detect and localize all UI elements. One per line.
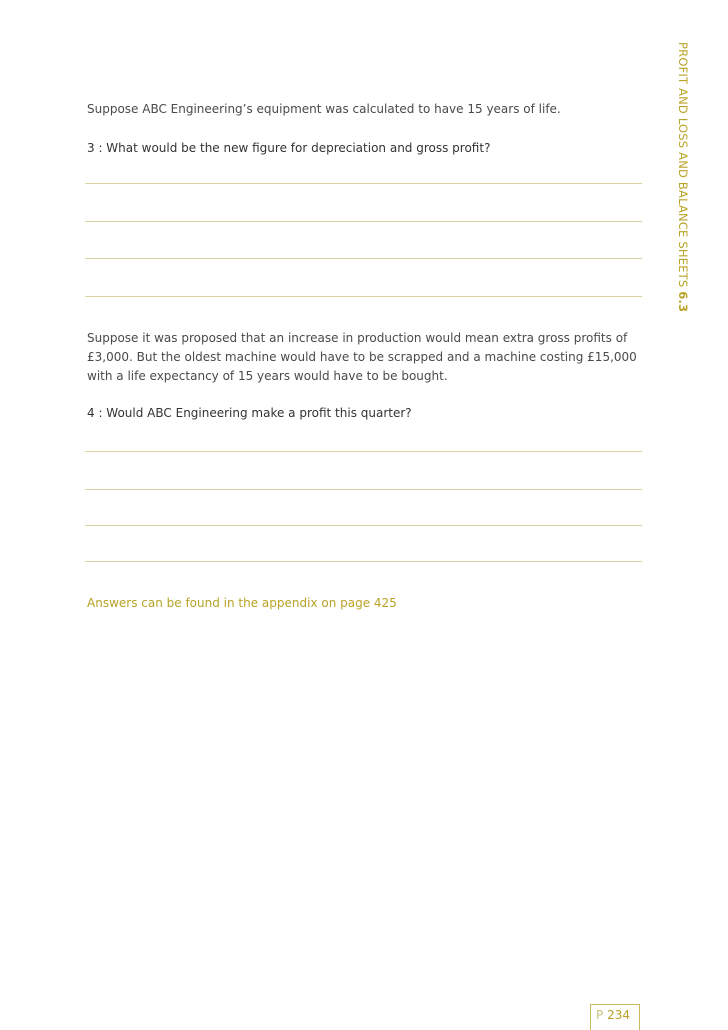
answer-line[interactable] [85, 258, 642, 259]
answer-line[interactable] [85, 451, 642, 452]
answer-line[interactable] [85, 525, 642, 526]
answer-line[interactable] [85, 489, 642, 490]
section-header [676, 42, 690, 322]
answers-note: Answers can be found in the appendix on page 425 [87, 596, 397, 610]
answer-line[interactable] [85, 221, 642, 222]
section-number: 6.3 [676, 291, 690, 313]
section-title: PROFIT AND LOSS AND BALANCE SHEETS [676, 42, 690, 288]
answer-line[interactable] [85, 183, 642, 184]
section-header-text [676, 42, 690, 312]
question-3: 3 : What would be the new figure for depreciation and gross profit? [87, 141, 491, 155]
page-number [596, 1008, 630, 1022]
question-3-intro: Suppose ABC Engineering’s equipment was calculated to have 15 years of life. [87, 102, 561, 116]
answer-line[interactable] [85, 561, 642, 562]
page-prefix: P [596, 1008, 604, 1022]
question-4-intro: Suppose it was proposed that an increase in production would mean extra gross profits of £3,000. But the oldest machine would have to be scrapped and a machine costing £15,000 with a life expectancy of 15 years would have to be bought. [87, 331, 637, 383]
answer-line[interactable] [85, 296, 642, 297]
page-number-value: 234 [607, 1008, 630, 1022]
question-4: 4 : Would ABC Engineering make a profit this quarter? [87, 406, 412, 420]
